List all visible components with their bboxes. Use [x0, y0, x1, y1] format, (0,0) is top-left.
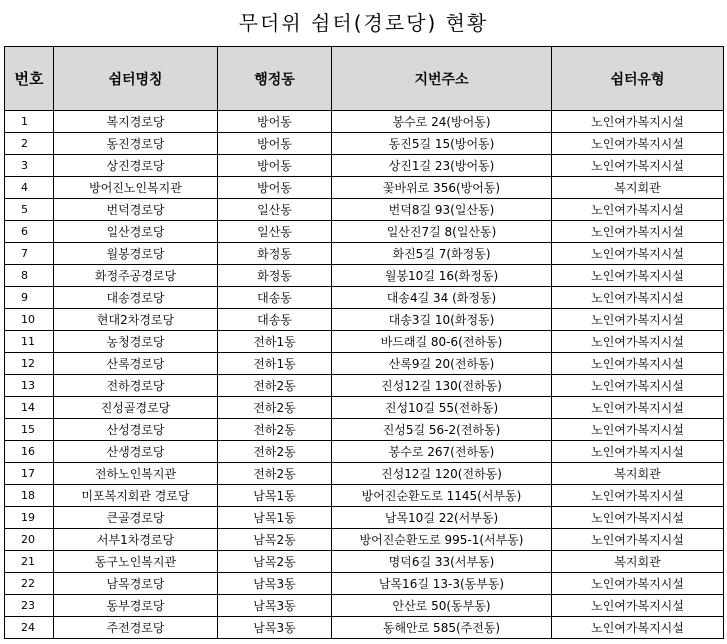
cell-district[interactable]: 전하1동: [218, 331, 332, 353]
cell-address[interactable]: 대송3길 10(화정동): [332, 309, 552, 331]
cell-shelter-type[interactable]: 노인여가복지시설: [552, 287, 724, 309]
cell-district[interactable]: 남목1동: [218, 485, 332, 507]
cell-shelter-type[interactable]: 노인여가복지시설: [552, 111, 724, 133]
table-row: [5, 375, 724, 397]
table-row: [5, 419, 724, 441]
table-row: [5, 331, 724, 353]
cell-shelter-name[interactable]: 농청경로당: [54, 331, 218, 353]
cell-district[interactable]: 전하1동: [218, 353, 332, 375]
cell-shelter-name[interactable]: 번덕경로당: [54, 199, 218, 221]
table-row: [5, 309, 724, 331]
table-row: [5, 507, 724, 529]
cell-number[interactable]: 5: [5, 199, 54, 221]
cell-address[interactable]: 동진5길 15(방어동): [332, 133, 552, 155]
cell-number[interactable]: 18: [5, 485, 54, 507]
table-row: [5, 595, 724, 617]
cell-address[interactable]: 남목16길 13-3(동부동): [332, 573, 552, 595]
table-row: [5, 221, 724, 243]
table-row: [5, 617, 724, 639]
cell-shelter-type[interactable]: 노인여가복지시설: [552, 529, 724, 551]
cell-shelter-name[interactable]: 동부경로당: [54, 595, 218, 617]
cell-district[interactable]: 남목3동: [218, 595, 332, 617]
cell-number[interactable]: 2: [5, 133, 54, 155]
cell-shelter-type[interactable]: 노인여가복지시설: [552, 573, 724, 595]
cell-shelter-name[interactable]: 방어진노인복지관: [54, 177, 218, 199]
cell-shelter-name[interactable]: 전하경로당: [54, 375, 218, 397]
cell-district[interactable]: 대송동: [218, 287, 332, 309]
cell-number[interactable]: 13: [5, 375, 54, 397]
cell-number[interactable]: 8: [5, 265, 54, 287]
cell-address[interactable]: 화진5길 7(화정동): [332, 243, 552, 265]
cell-shelter-type[interactable]: 노인여가복지시설: [552, 221, 724, 243]
cell-shelter-name[interactable]: 큰골경로당: [54, 507, 218, 529]
cell-number[interactable]: 15: [5, 419, 54, 441]
cell-district[interactable]: 방어동: [218, 111, 332, 133]
cell-shelter-type[interactable]: 노인여가복지시설: [552, 155, 724, 177]
cell-number[interactable]: 22: [5, 573, 54, 595]
cell-address[interactable]: 명덕6길 33(서부동): [332, 551, 552, 573]
cell-shelter-type[interactable]: 노인여가복지시설: [552, 199, 724, 221]
cell-shelter-type[interactable]: 노인여가복지시설: [552, 353, 724, 375]
cell-address[interactable]: 일산진7길 8(일산동): [332, 221, 552, 243]
cell-address[interactable]: 진성5길 56-2(전하동): [332, 419, 552, 441]
cell-district[interactable]: 방어동: [218, 155, 332, 177]
cell-address[interactable]: 꽃바위로 356(방어동): [332, 177, 552, 199]
cell-address[interactable]: 안산로 50(동부동): [332, 595, 552, 617]
table-row: [5, 463, 724, 485]
cell-shelter-name[interactable]: 진성골경로당: [54, 397, 218, 419]
table-row: [5, 287, 724, 309]
cell-shelter-name[interactable]: 미포복지회관 경로당: [54, 485, 218, 507]
cell-shelter-type[interactable]: 복지회관: [552, 551, 724, 573]
cell-address[interactable]: 방어진순환도로 995-1(서부동): [332, 529, 552, 551]
table-row: [5, 485, 724, 507]
cell-number[interactable]: 11: [5, 331, 54, 353]
cell-address[interactable]: 진성10길 55(전하동): [332, 397, 552, 419]
cell-shelter-type[interactable]: 복지회관: [552, 463, 724, 485]
cell-address[interactable]: 봉수로 267(전하동): [332, 441, 552, 463]
cell-number[interactable]: 1: [5, 111, 54, 133]
cell-shelter-name[interactable]: 산생경로당: [54, 441, 218, 463]
cell-district[interactable]: 남목3동: [218, 573, 332, 595]
cell-shelter-name[interactable]: 동구노인복지관: [54, 551, 218, 573]
cell-address[interactable]: 바드래길 80-6(전하동): [332, 331, 552, 353]
cell-shelter-type[interactable]: 노인여가복지시설: [552, 507, 724, 529]
table-row: [5, 243, 724, 265]
cell-address[interactable]: 봉수로 24(방어동): [332, 111, 552, 133]
cell-district[interactable]: 남목3동: [218, 617, 332, 639]
cell-district[interactable]: 방어동: [218, 133, 332, 155]
cell-shelter-type[interactable]: 노인여가복지시설: [552, 375, 724, 397]
cell-address[interactable]: 방어진순환도로 1145(서부동): [332, 485, 552, 507]
table-row: [5, 441, 724, 463]
cell-shelter-type[interactable]: 노인여가복지시설: [552, 331, 724, 353]
cell-shelter-type[interactable]: 복지회관: [552, 177, 724, 199]
table-row: [5, 353, 724, 375]
table-row: [5, 155, 724, 177]
cell-address[interactable]: 진성12길 120(전하동): [332, 463, 552, 485]
table-row: [5, 177, 724, 199]
cell-shelter-name[interactable]: 산성경로당: [54, 419, 218, 441]
cell-district[interactable]: 전하2동: [218, 441, 332, 463]
cell-address[interactable]: 진성12길 130(전하동): [332, 375, 552, 397]
cell-district[interactable]: 남목2동: [218, 551, 332, 573]
cell-district[interactable]: 전하2동: [218, 397, 332, 419]
cell-address[interactable]: 상진1길 23(방어동): [332, 155, 552, 177]
cell-shelter-type[interactable]: 노인여가복지시설: [552, 419, 724, 441]
header-cell-shelter-type[interactable]: 쉼터유형: [552, 47, 724, 111]
cell-shelter-name[interactable]: 화정주공경로당: [54, 265, 218, 287]
header-cell-shelter-name[interactable]: 쉼터명칭: [54, 47, 218, 111]
shelter-table: [4, 46, 724, 639]
cell-address[interactable]: 산록9길 20(전하동): [332, 353, 552, 375]
cell-shelter-name[interactable]: 산록경로당: [54, 353, 218, 375]
cell-district[interactable]: 전하2동: [218, 463, 332, 485]
cell-shelter-type[interactable]: 노인여가복지시설: [552, 617, 724, 639]
cell-district[interactable]: 방어동: [218, 177, 332, 199]
cell-number[interactable]: 23: [5, 595, 54, 617]
cell-number[interactable]: 4: [5, 177, 54, 199]
table-row: [5, 529, 724, 551]
cell-number[interactable]: 17: [5, 463, 54, 485]
cell-shelter-name[interactable]: 일산경로당: [54, 221, 218, 243]
cell-shelter-name[interactable]: 서부1차경로당: [54, 529, 218, 551]
cell-address[interactable]: 월봉10길 16(화정동): [332, 265, 552, 287]
cell-shelter-type[interactable]: 노인여가복지시설: [552, 265, 724, 287]
cell-shelter-type[interactable]: 노인여가복지시설: [552, 485, 724, 507]
cell-district[interactable]: 남목1동: [218, 507, 332, 529]
cell-shelter-name[interactable]: 전하노인복지관: [54, 463, 218, 485]
table-row: [5, 199, 724, 221]
cell-district[interactable]: 일산동: [218, 199, 332, 221]
cell-shelter-type[interactable]: 노인여가복지시설: [552, 309, 724, 331]
cell-shelter-type[interactable]: 노인여가복지시설: [552, 133, 724, 155]
cell-district[interactable]: 남목2동: [218, 529, 332, 551]
cell-number[interactable]: 3: [5, 155, 54, 177]
cell-district[interactable]: 대송동: [218, 309, 332, 331]
cell-district[interactable]: 화정동: [218, 265, 332, 287]
header-cell-number[interactable]: 번호: [5, 47, 54, 111]
cell-shelter-name[interactable]: 상진경로당: [54, 155, 218, 177]
table-row: [5, 397, 724, 419]
cell-district[interactable]: 전하2동: [218, 375, 332, 397]
cell-number[interactable]: 14: [5, 397, 54, 419]
cell-district[interactable]: 전하2동: [218, 419, 332, 441]
page-title: 무더위 쉼터(경로당) 현황: [238, 11, 489, 35]
cell-address[interactable]: 번덕8길 93(일산동): [332, 199, 552, 221]
cell-shelter-type[interactable]: 노인여가복지시설: [552, 441, 724, 463]
cell-number[interactable]: 16: [5, 441, 54, 463]
cell-shelter-type[interactable]: 노인여가복지시설: [552, 243, 724, 265]
cell-shelter-name[interactable]: 대송경로당: [54, 287, 218, 309]
cell-number[interactable]: 21: [5, 551, 54, 573]
cell-address[interactable]: 동해안로 585(주전동): [332, 617, 552, 639]
cell-number[interactable]: 12: [5, 353, 54, 375]
table-row: [5, 265, 724, 287]
cell-district[interactable]: 일산동: [218, 221, 332, 243]
table-row: [5, 551, 724, 573]
header-cell-district[interactable]: 행정동: [218, 47, 332, 111]
cell-number[interactable]: 20: [5, 529, 54, 551]
table-row: [5, 111, 724, 133]
table-row: [5, 133, 724, 155]
cell-shelter-type[interactable]: 노인여가복지시설: [552, 397, 724, 419]
table-row: [5, 573, 724, 595]
cell-number[interactable]: 6: [5, 221, 54, 243]
cell-shelter-name[interactable]: 남목경로당: [54, 573, 218, 595]
cell-shelter-name[interactable]: 복지경로당: [54, 111, 218, 133]
cell-address[interactable]: 남목10길 22(서부동): [332, 507, 552, 529]
cell-number[interactable]: 19: [5, 507, 54, 529]
cell-number[interactable]: 7: [5, 243, 54, 265]
cell-shelter-name[interactable]: 동진경로당: [54, 133, 218, 155]
table-header-row: [5, 47, 724, 111]
cell-shelter-name[interactable]: 현대2차경로당: [54, 309, 218, 331]
cell-number[interactable]: 9: [5, 287, 54, 309]
cell-shelter-type[interactable]: 노인여가복지시설: [552, 595, 724, 617]
cell-number[interactable]: 24: [5, 617, 54, 639]
header-cell-address[interactable]: 지번주소: [332, 47, 552, 111]
cell-shelter-name[interactable]: 월봉경로당: [54, 243, 218, 265]
cell-shelter-name[interactable]: 주전경로당: [54, 617, 218, 639]
cell-address[interactable]: 대송4길 34 (화정동): [332, 287, 552, 309]
cell-number[interactable]: 10: [5, 309, 54, 331]
cell-district[interactable]: 화정동: [218, 243, 332, 265]
